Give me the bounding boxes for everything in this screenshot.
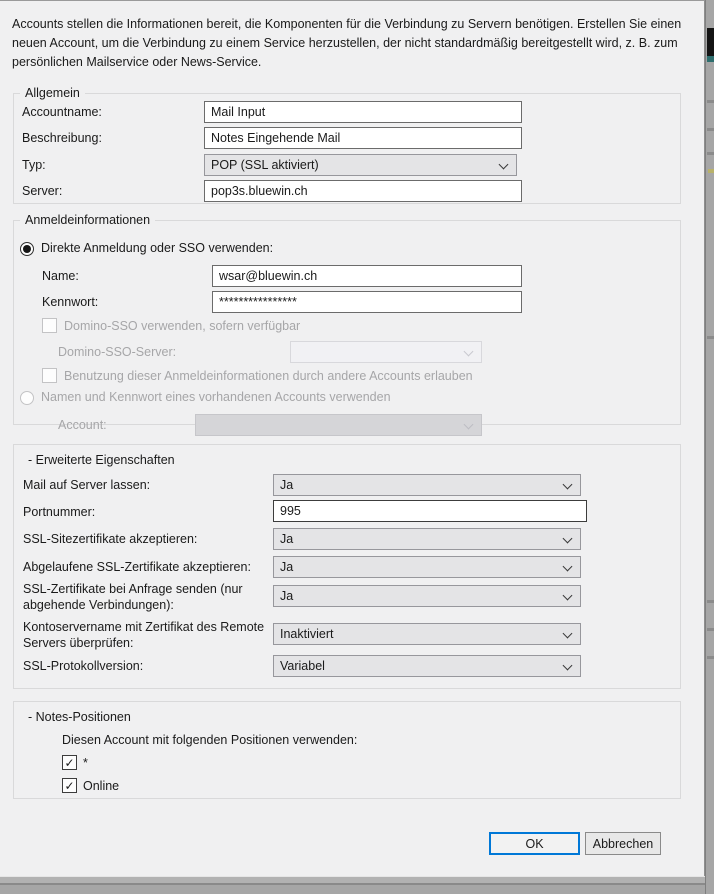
intro-text <box>12 15 688 72</box>
positions-caption: Diesen Account mit folgenden Positionen verwenden: <box>62 733 358 747</box>
position-star-label: * <box>83 756 88 770</box>
cancel-button-label: Abbrechen <box>592 836 654 851</box>
cancel-button[interactable] <box>585 832 661 855</box>
name-label: Name: <box>42 269 79 283</box>
ssl-anfrage-senden-value: Ja <box>280 589 294 603</box>
mail-auf-server-label: Mail auf Server lassen: <box>23 478 151 492</box>
background-window-tick <box>707 152 714 155</box>
ssl-protokollversion-label: SSL-Protokollversion: <box>23 659 144 673</box>
ok-button-label: OK <box>525 836 544 851</box>
position-star-checkbox[interactable] <box>62 755 77 770</box>
section-erweiterte-eigenschaften <box>13 444 681 689</box>
abgelaufene-ssl-dropdown[interactable] <box>273 556 581 578</box>
background-window-edge <box>705 0 714 894</box>
radio-selected-dot-icon <box>23 245 31 253</box>
ssl-sitezertifikate-value: Ja <box>280 532 294 546</box>
section-notes-positionen-title: - Notes-Positionen <box>28 710 131 724</box>
radio-direct-login[interactable] <box>20 242 34 256</box>
chevron-down-icon <box>563 661 573 671</box>
share-credentials-checkbox <box>42 368 57 383</box>
chevron-down-icon <box>563 591 573 601</box>
server-label: Server: <box>22 184 63 198</box>
domino-sso-server-dropdown <box>290 341 482 363</box>
account-dropdown <box>195 414 482 436</box>
radio-existing-account <box>20 391 34 405</box>
abgelaufene-ssl-value: Ja <box>280 560 294 574</box>
chevron-down-icon <box>563 480 573 490</box>
domino-sso-checkbox <box>42 318 57 333</box>
group-anmeldeinformationen-legend: Anmeldeinformationen <box>25 213 151 227</box>
radio-existing-account-label: Namen und Kennwort eines vorhandenen Accounts verwenden <box>41 390 391 404</box>
chevron-down-icon <box>563 562 573 572</box>
background-window-tick <box>707 100 714 103</box>
background-window-dark-block <box>707 28 714 56</box>
background-window-teal-line <box>707 56 714 62</box>
typ-label: Typ: <box>22 158 46 172</box>
kontoservername-value: Inaktiviert <box>280 627 334 641</box>
accountname-input[interactable] <box>204 101 522 123</box>
background-window-tick <box>707 656 714 659</box>
intro-line-1: Accounts stellen die Informationen bereit, die Komponenten für die Verbindung zu Servern benötigen. Erstellen Sie einen <box>12 17 682 31</box>
share-credentials-checkbox-label: Benutzung dieser Anmeldeinformationen durch andere Accounts erlauben <box>64 369 473 383</box>
chevron-down-icon <box>563 629 573 639</box>
typ-dropdown-value: POP (SSL aktiviert) <box>211 158 319 172</box>
section-erweiterte-title: - Erweiterte Eigenschaften <box>28 453 175 467</box>
account-label: Account: <box>58 418 107 432</box>
accountname-label: Accountname: <box>22 105 102 119</box>
intro-line-2: neuen Account, um die Verbindung zu einem Service herzustellen, der nicht standardmäßig bereitgestellt wird, z. B. zum <box>12 36 678 50</box>
abgelaufene-ssl-label: Abgelaufene SSL-Zertifikate akzeptieren: <box>23 560 251 574</box>
kontoservername-dropdown[interactable] <box>273 623 581 645</box>
dialog-bottom-frame <box>0 876 705 885</box>
ssl-protokollversion-dropdown[interactable] <box>273 655 581 677</box>
intro-line-3: persönlichen Mailservice oder News-Service. <box>12 55 262 69</box>
ssl-anfrage-senden-label: SSL-Zertifikate bei Anfrage senden (nur abgehende Verbindungen): <box>23 582 243 612</box>
chevron-down-icon <box>464 420 474 430</box>
portnummer-input[interactable] <box>273 500 587 522</box>
chevron-down-icon <box>563 534 573 544</box>
name-input[interactable] <box>212 265 522 287</box>
background-window-speck <box>708 169 714 173</box>
checkmark-icon: ✓ <box>64 755 75 770</box>
group-anmeldeinformationen <box>13 213 681 432</box>
ssl-sitezertifikate-label: SSL-Sitezertifikate akzeptieren: <box>23 532 198 546</box>
group-allgemein <box>13 86 681 204</box>
mail-auf-server-value: Ja <box>280 478 294 492</box>
ssl-anfrage-senden-dropdown[interactable] <box>273 585 581 607</box>
ssl-protokollversion-value: Variabel <box>280 659 325 673</box>
server-input[interactable] <box>204 180 522 202</box>
background-window-tick <box>707 128 714 131</box>
section-notes-positionen <box>13 701 681 799</box>
chevron-down-icon <box>464 347 474 357</box>
ok-button[interactable] <box>489 832 580 855</box>
background-window-tick <box>707 628 714 631</box>
domino-sso-server-label: Domino-SSO-Server: <box>58 345 177 359</box>
domino-sso-checkbox-label: Domino-SSO verwenden, sofern verfügbar <box>64 319 301 333</box>
beschreibung-input[interactable] <box>204 127 522 149</box>
background-window-tick <box>707 600 714 603</box>
position-online-label: Online <box>83 779 120 793</box>
beschreibung-label: Beschreibung: <box>22 131 102 145</box>
kennwort-label: Kennwort: <box>42 295 99 309</box>
position-online-checkbox[interactable] <box>62 778 77 793</box>
kontoservername-label: Kontoservername mit Zertifikat des Remote Servers überprüfen: <box>23 620 265 650</box>
ssl-sitezertifikate-dropdown[interactable] <box>273 528 581 550</box>
background-window-tick <box>707 336 714 339</box>
kennwort-input[interactable] <box>212 291 522 313</box>
radio-direct-login-label: Direkte Anmeldung oder SSO verwenden: <box>41 241 274 255</box>
group-allgemein-legend: Allgemein <box>25 86 80 100</box>
mail-auf-server-dropdown[interactable] <box>273 474 581 496</box>
checkmark-icon: ✓ <box>64 778 75 793</box>
portnummer-label: Portnummer: <box>23 505 96 519</box>
typ-dropdown[interactable] <box>204 154 517 176</box>
chevron-down-icon <box>499 160 509 170</box>
